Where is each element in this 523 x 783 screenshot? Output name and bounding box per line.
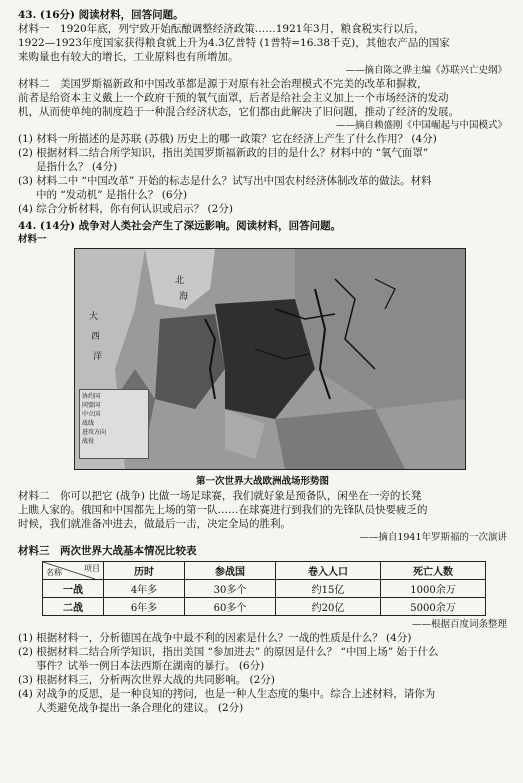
table-corner-top: 项目 (84, 564, 100, 573)
table-header-cell: 死亡人数 (381, 562, 486, 580)
q43-sub2-line1: (2) 根据材料二结合所学知识，指出美国罗斯福新政的目的是什么？材料中的 “氧气面罩” (18, 147, 429, 159)
legend-item-4: 战线 (82, 420, 95, 427)
comparison-table (42, 561, 486, 616)
q44-sub2-line2: 事件？试举一例日本法西斯在湖南的暴行。 (6分) (36, 660, 265, 672)
q43-sub3-line1: (3) 材料二中 “中国改革” 开始的标志是什么？试写出中国农村经济体制改革的做法。材料 (18, 175, 432, 187)
q43-sub1: (1) 材料一所描述的是苏联 (苏俄) 历史上的哪一政策？它在经济上产生了什么作用？ (4分) (18, 133, 437, 145)
table-cell: 约20亿 (276, 598, 381, 616)
q43-material1-line3: 来购量也有较大的增长，工业原料也有所增加。 (18, 51, 239, 63)
q44-sub2-line1: (2) 根据材料二结合所学知识，指出美国 “参加进去” 的原因是什么？ “中国上场” 始于什么 (18, 646, 439, 658)
ww1-europe-map (74, 248, 466, 470)
legend-item-6: 战役 (82, 438, 95, 445)
q43-material2-line3: 机，从而使单纯的制度趋于一种混合经济状态，它们都由此解决了旧问题，推动了经济的发展。 (18, 106, 459, 118)
q43-material1-line2: 1922—1923年度国家获得粮食就上升为4.3亿普特 (1普特=16.38千克)，其他农产品的国家 (18, 37, 450, 49)
q43-sub4: (4) 综合分析材料，你有何认识或启示？ (2分) (18, 203, 233, 215)
table-cell: 5000余万 (381, 598, 486, 616)
table-header-cell: 参战国 (185, 562, 276, 580)
q44-material2-line1: 材料二 你可以把它 (战争) 比做一场足球赛，我们就好象是预备队，闲坐在一旁的长凳 (18, 490, 422, 502)
table-cell: 6年多 (104, 598, 185, 616)
q43-material2-source: ——摘自赖盛刚《中国崛起与中国模式》 (335, 120, 507, 131)
table-header-row (43, 562, 486, 580)
table-corner-cell (43, 562, 104, 580)
q43-heading: 43. (16分) 阅读材料，回答问题。 (18, 9, 184, 21)
legend-item-2: 同盟国 (82, 402, 101, 409)
q44-material2-line3: 时候，我们就准备冲进去，做最后一击，决定全局的胜利。 (18, 518, 291, 530)
table-row (43, 598, 486, 616)
table-source: ——根据百度词条整理 (411, 619, 507, 630)
map-label-5: 洋 (93, 352, 103, 362)
q43-sub3-line2: 中的 “发动机” 是指什么？ (6分) (36, 189, 188, 201)
map-label-3: 大 (89, 312, 99, 322)
map-label-1: 北 (175, 276, 185, 286)
q44-heading: 44. (14分) 战争对人类社会产生了深远影响。阅读材料，回答问题。 (18, 220, 342, 232)
q44-material2-line2: 上瞧人家的。俄国和中国都先上场的第一队……在球赛进行到我们的先锋队员快要疲乏的 (18, 504, 428, 516)
table-cell: 60多个 (185, 598, 276, 616)
table-row (43, 580, 486, 598)
table-header-cell: 卷入人口 (276, 562, 381, 580)
q43-material1-source: ——摘自陈之骅主编《苏联兴亡史纲》 (345, 65, 507, 76)
map-label-2: 海 (179, 292, 189, 302)
q43-sub2-line2: 是指什么？ (4分) (36, 161, 118, 173)
table-corner-bottom: 名称 (46, 568, 62, 577)
q44-sub1: (1) 根据材料一，分析德国在战争中最不利的因素是什么？一战的性质是什么？ (4分) (18, 632, 412, 644)
q44-material1-label: 材料一 (18, 234, 47, 245)
map-label-4: 西 (91, 332, 101, 342)
q43-material1-line1: 材料一 1920年底，列宁致开始酝酿调整经济政策……1921年3月，粮食税实行以后， (18, 23, 425, 35)
q44-material2-source: ——摘自1941年罗斯福的一次演讲 (359, 532, 507, 543)
table-header-cell: 历时 (104, 562, 185, 580)
table-cell: 二战 (43, 598, 104, 616)
map-legend (79, 389, 149, 459)
table-cell: 4年多 (104, 580, 185, 598)
table-cell: 1000余万 (381, 580, 486, 598)
table-cell: 30多个 (185, 580, 276, 598)
q44-sub3: (3) 根据材料三，分析两次世界大战的共同影响。 (2分) (18, 674, 275, 686)
legend-item-3: 中立国 (82, 411, 101, 418)
table-cell: 约15亿 (276, 580, 381, 598)
q44-material3-title: 材料三 两次世界大战基本情况比较表 (18, 545, 197, 557)
legend-item-5: 进攻方向 (82, 429, 107, 436)
q44-sub4-line2: 人类避免战争提出一条合理化的建议。 (2分) (36, 702, 244, 714)
q43-material2-line2: 前者是给资本主义戴上一个政府干预的氧气面罩，后者是给社会主义加上一个市场经济的发动 (18, 92, 449, 104)
legend-item-1: 协约国 (82, 393, 101, 400)
q44-sub4-line1: (4) 对战争的反思，是一种良知的拷问，也是一种人生态度的集中。综合上述材料，请你为 (18, 688, 436, 700)
map-caption: 第一次世界大战欧洲战场形势图 (195, 476, 329, 487)
q43-material2-line1: 材料二 美国罗斯福新政和中国改革都是源于对原有社会治理模式不完美的改革和摒救， (18, 78, 428, 90)
table-cell: 一战 (43, 580, 104, 598)
